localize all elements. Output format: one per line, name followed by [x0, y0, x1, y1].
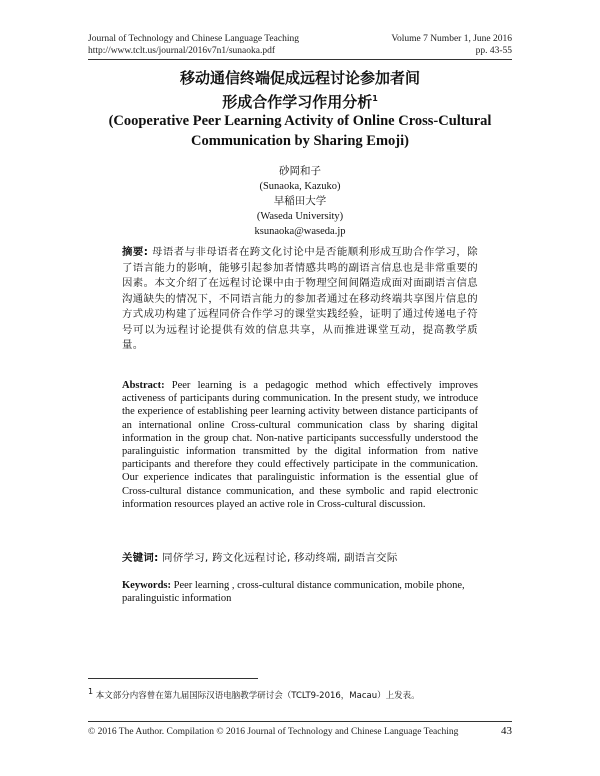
author-name-cn: 砂岡和子 [279, 165, 321, 177]
journal-name: Journal of Technology and Chinese Language Teaching [88, 34, 299, 44]
footnote-rule [88, 678, 258, 679]
abstract-cn [122, 245, 478, 354]
title-en-line1: (Cooperative Peer Learning Activity of Online Cross-Cultural [108, 113, 492, 129]
footnote [88, 686, 512, 702]
footer-rule [88, 721, 512, 722]
volume-info: Volume 7 Number 1, June 2016 [391, 34, 512, 44]
abstract-en [122, 379, 478, 511]
abstract-cn-text: 母语者与非母语者在跨文化讨论中是否能顺利形成互助合作学习，除了语言能力的影响，能够引起参加者情感共鸣的副语言信息也是非常重要的因素。本文介绍了在远程讨论课中由于物理空间间隔造成面对面副语言信息沟通缺失的情况下，不同语言能力的参加者通过在移动终端共享图片信息的方式成功构建了远程同侪合作学习的课堂实践经验，证明了通过传递电子符号可以为远程讨论提供有效的信息共享，从而推进课堂互动，提高教学质量。 [122, 246, 478, 351]
article-url[interactable]: http://www.tclt.us/journal/2016v7n1/sunaoka.pdf [88, 46, 275, 56]
footnote-mark: 1 [88, 687, 94, 696]
keywords-en-label: Keywords: [122, 580, 171, 591]
page-number: 43 [501, 725, 512, 737]
title-cn-line2-text: 形成合作学习作用分析 [222, 93, 373, 111]
keywords-cn-label: 关键词: [122, 552, 159, 564]
author-email[interactable]: ksunaoka@waseda.jp [254, 226, 346, 237]
abstract-cn-label: 摘要: [122, 246, 149, 258]
footnote-text: 本文部分内容曾在第九届国际汉语电脑教学研讨会（TCLT9-2016，Macau）上发表。 [95, 690, 420, 701]
author-name-en: (Sunaoka, Kazuko) [259, 181, 341, 192]
keywords-cn-text: 同侪学习, 跨文化远程讨论, 移动终端, 副语言交际 [162, 552, 398, 564]
affiliation-cn: 早稲田大学 [273, 195, 327, 207]
header-rule [88, 59, 512, 60]
page-range: pp. 43-55 [475, 46, 512, 56]
footer-copyright: © 2016 The Author. Compilation © 2016 Journal of Technology and Chinese Language Teaching [88, 727, 459, 737]
title-en-line2: Communication by Sharing Emoji) [191, 133, 409, 149]
abstract-en-label: Abstract: [122, 380, 165, 391]
title-cn-line2 [0, 89, 600, 112]
keywords-cn [122, 551, 478, 567]
title-footnote-mark[interactable]: 1 [372, 94, 378, 103]
title-cn-line1: 移动通信终端促成远程讨论参加者间 [179, 69, 420, 87]
keywords-en-text: Peer learning , cross-cultural distance communication, mobile phone, paralinguistic information [122, 580, 465, 605]
abstract-en-text: Peer learning is a pedagogic method which effectively improves activeness of participants during communication. In the present study, we introduce the experience of establishing peer learning activity between distance participants of an international online Cross-cultural communication class by sharing digital information in the group chat. Non-native participants successfully understood the paralinguistic information transmitted by the digital information from native participants and therefore they could effectively participate in the communication. Our experience indicates that paralinguistic information is the essential glue of Cross-cultural distance communication, and these symbolic and rapid electronic information resources played an active role in Cross-cultural discussion. [122, 380, 478, 510]
affiliation-en: (Waseda University) [256, 211, 344, 222]
keywords-en [122, 579, 478, 605]
